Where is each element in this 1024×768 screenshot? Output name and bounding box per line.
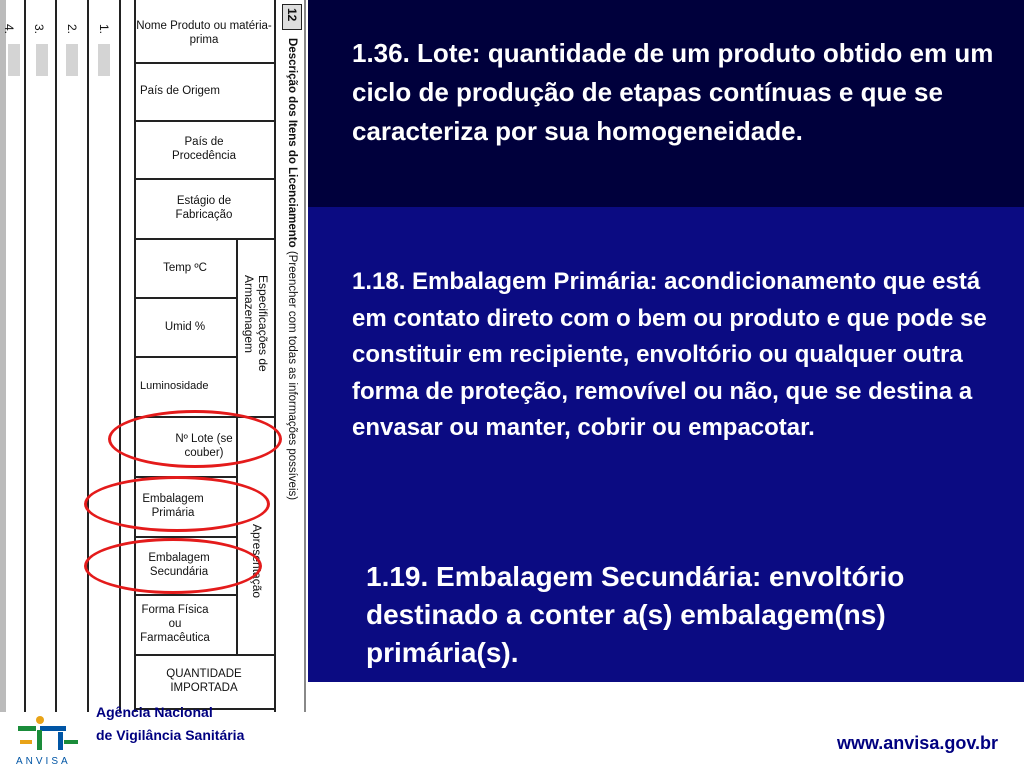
form-rule	[274, 0, 276, 712]
column-number: 3.	[32, 24, 46, 35]
form-rule	[55, 0, 57, 712]
form-field-humidity: Umid %	[164, 320, 206, 333]
form-field-luminosity: Luminosidade	[140, 380, 209, 392]
highlight-ring-lot	[108, 410, 282, 468]
highlight-ring-secondary	[84, 538, 262, 594]
form-checkbox	[8, 44, 20, 76]
form-field-manufacturing-stage: Estágio de Fabricação	[175, 195, 233, 221]
definition-secondary-packaging: 1.19. Embalagem Secundária: envoltório destinado a conter a(s) embalagem(ns) primária(s).	[366, 561, 905, 668]
logo-text: ANVISA	[16, 756, 71, 767]
logo-head-icon	[36, 716, 44, 724]
form-checkbox	[98, 44, 110, 76]
form-field-origin-country: País de Origem	[140, 85, 220, 97]
form-field-physical-form: Forma Física ou Farmacêutica	[140, 604, 210, 644]
page-number: 12	[285, 8, 299, 22]
agency-name-line2: de Vigilância Sanitária	[96, 727, 245, 743]
form-checkbox	[36, 44, 48, 76]
form-checkbox	[66, 44, 78, 76]
form-section-title-bold: Descrição dos Itens do Licenciamento	[286, 38, 298, 248]
column-number: 1.	[97, 24, 111, 35]
form-rule	[87, 0, 89, 712]
column-number: 4.	[2, 24, 16, 35]
form-field-imported-quantity: QUANTIDADE IMPORTADA	[166, 668, 242, 694]
group-label-storage: Especificações de Armazenagem	[242, 275, 270, 372]
form-field-product-name: Nome Produto ou matéria-prima	[136, 20, 272, 46]
definition-lot: 1.36. Lote: quantidade de um produto obtido em um ciclo de produção de etapas contínuas e que se caracteriza por sua homogeneidade.	[352, 38, 994, 146]
highlight-ring-primary	[84, 476, 270, 532]
form-field-secondary-packaging: Embalagem Secundária	[148, 552, 210, 578]
form-field-temperature: Temp ºC	[163, 261, 207, 274]
form-field-primary-packaging: Embalagem Primária	[142, 493, 204, 519]
scan-edge	[0, 0, 6, 712]
form-section-title-note: (Preencher com todas as informações possíveis)	[286, 247, 298, 501]
definition-primary-packaging: 1.18. Embalagem Primária: acondicionamento que está em contato direto com o bem ou produto e que pode se constituir em recipiente, envoltório ou qualquer outra forma de proteção, removível ou não, que se destina a envasar ou manter, cobrir ou empacotar.	[352, 268, 987, 441]
form-field-provenance-country: País de Procedência	[172, 136, 236, 162]
form-rule	[304, 0, 306, 712]
form-rule	[119, 0, 121, 712]
agency-name-line1: Agência Nacional	[96, 704, 213, 720]
form-rule	[24, 0, 26, 712]
licensing-form-scan	[0, 0, 308, 712]
website-url[interactable]: www.anvisa.gov.br	[836, 733, 998, 753]
group-label-presentation: Apresentação	[250, 524, 264, 599]
form-section-title	[286, 38, 298, 500]
anvisa-logo	[14, 712, 86, 768]
column-number: 2.	[65, 24, 79, 35]
form-field-lot-number: Nº Lote (se couber)	[175, 433, 233, 459]
